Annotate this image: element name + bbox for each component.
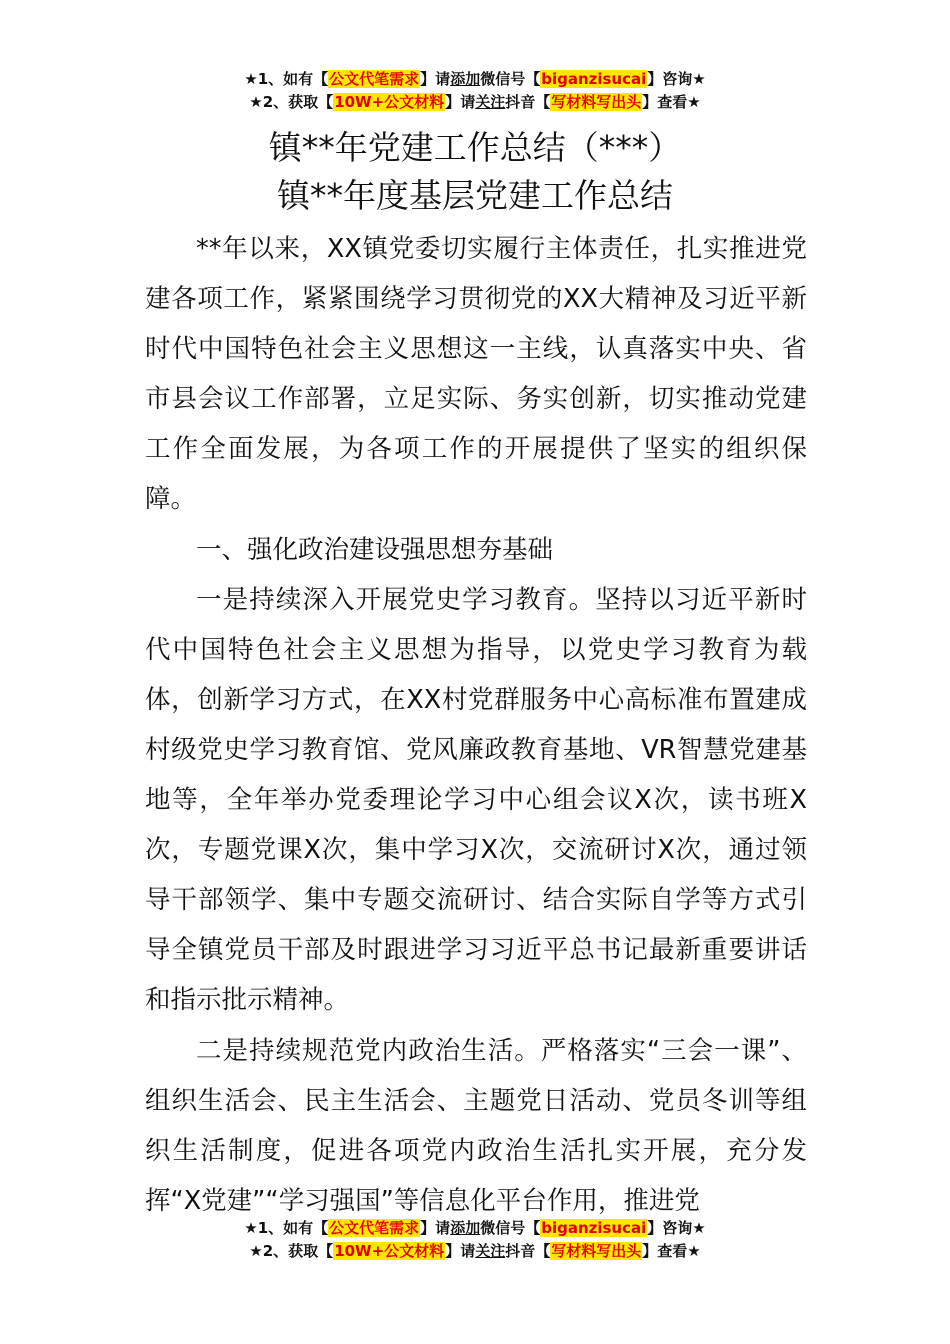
banner-text: 】咨询★ bbox=[647, 70, 706, 88]
banner-text: ★1、如有【 bbox=[244, 1219, 329, 1237]
document-title: 镇**年党建工作总结（***） bbox=[268, 128, 682, 167]
banner-underlined: 关注 bbox=[475, 93, 506, 111]
banner-highlight-wechat: biganzisucai bbox=[541, 70, 647, 88]
banner-line-1 bbox=[0, 1217, 950, 1240]
banner-text: ★2、获取【 bbox=[249, 1242, 334, 1260]
document-body bbox=[145, 224, 807, 1226]
header-banner bbox=[0, 68, 950, 114]
banner-text: 】咨询★ bbox=[647, 1219, 706, 1237]
banner-highlight-douyin: 写材料写出头 bbox=[551, 1242, 642, 1260]
banner-underlined: 添加 bbox=[450, 1219, 481, 1237]
paragraph-point-2: 二是持续规范党内政治生活。严格落实“三会一课”、组织生活会、民主生活会、主题党日活动、党员冬训等组织生活制度，促进各项党内政治生活扎实开展，充分发挥“X党建”“学习强国”等信息化平台作用，推进党 bbox=[145, 1036, 807, 1216]
banner-underlined: 添加 bbox=[450, 70, 481, 88]
banner-line-1 bbox=[0, 68, 950, 91]
banner-text: 微信号【 bbox=[480, 1219, 541, 1237]
banner-highlight: 公文代笔需求 bbox=[329, 1219, 420, 1237]
paragraph-intro: **年以来，XX镇党委切实履行主体责任，扎实推进党建各项工作，紧紧围绕学习贯彻党的XX大精神及习近平新时代中国特色社会主义思想这一主线，认真落实中央、省市县会议工作部署，立足实际、务实创新，切实推动党建工作全面发展，为各项工作的开展提供了坚实的组织保障。 bbox=[145, 234, 807, 514]
banner-highlight: 10W+公文材料 bbox=[334, 1242, 445, 1260]
banner-text: 抖音【 bbox=[505, 1242, 551, 1260]
banner-text: 】请 bbox=[445, 1242, 476, 1260]
banner-underlined: 关注 bbox=[475, 1242, 506, 1260]
banner-line-2 bbox=[0, 1240, 950, 1263]
section-heading: 一、强化政治建设强思想夯基础 bbox=[196, 535, 554, 565]
banner-text: 】请 bbox=[420, 70, 451, 88]
paragraph-point-1: 一是持续深入开展党史学习教育。坚持以习近平新时代中国特色社会主义思想为指导，以党史学习教育为载体，创新学习方式，在XX村党群服务中心高标准布置建成村级党史学习教育馆、党风廉政教育基地、VR智慧党建基地等，全年举办党委理论学习中心组会议X次，读书班X次，专题党课X次，集中学习X次，交流研讨X次，通过领导干部领学、集中专题交流研讨、结合实际自学等方式引导全镇党员干部及时跟进学习习近平总书记最新重要讲话和指示批示精神。 bbox=[145, 585, 807, 1015]
document-subtitle: 镇**年度基层党建工作总结 bbox=[277, 176, 673, 215]
footer-banner bbox=[0, 1217, 950, 1263]
banner-highlight: 公文代笔需求 bbox=[329, 70, 420, 88]
banner-text: ★1、如有【 bbox=[244, 70, 329, 88]
banner-text: 抖音【 bbox=[505, 93, 551, 111]
banner-text: 微信号【 bbox=[480, 70, 541, 88]
banner-text: 】查看★ bbox=[642, 93, 701, 111]
banner-text: 】请 bbox=[420, 1219, 451, 1237]
banner-text: 】查看★ bbox=[642, 1242, 701, 1260]
banner-highlight: 10W+公文材料 bbox=[334, 93, 445, 111]
banner-text: ★2、获取【 bbox=[249, 93, 334, 111]
banner-line-2 bbox=[0, 91, 950, 114]
banner-highlight-wechat: biganzisucai bbox=[541, 1219, 647, 1237]
banner-highlight-douyin: 写材料写出头 bbox=[551, 93, 642, 111]
banner-text: 】请 bbox=[445, 93, 476, 111]
